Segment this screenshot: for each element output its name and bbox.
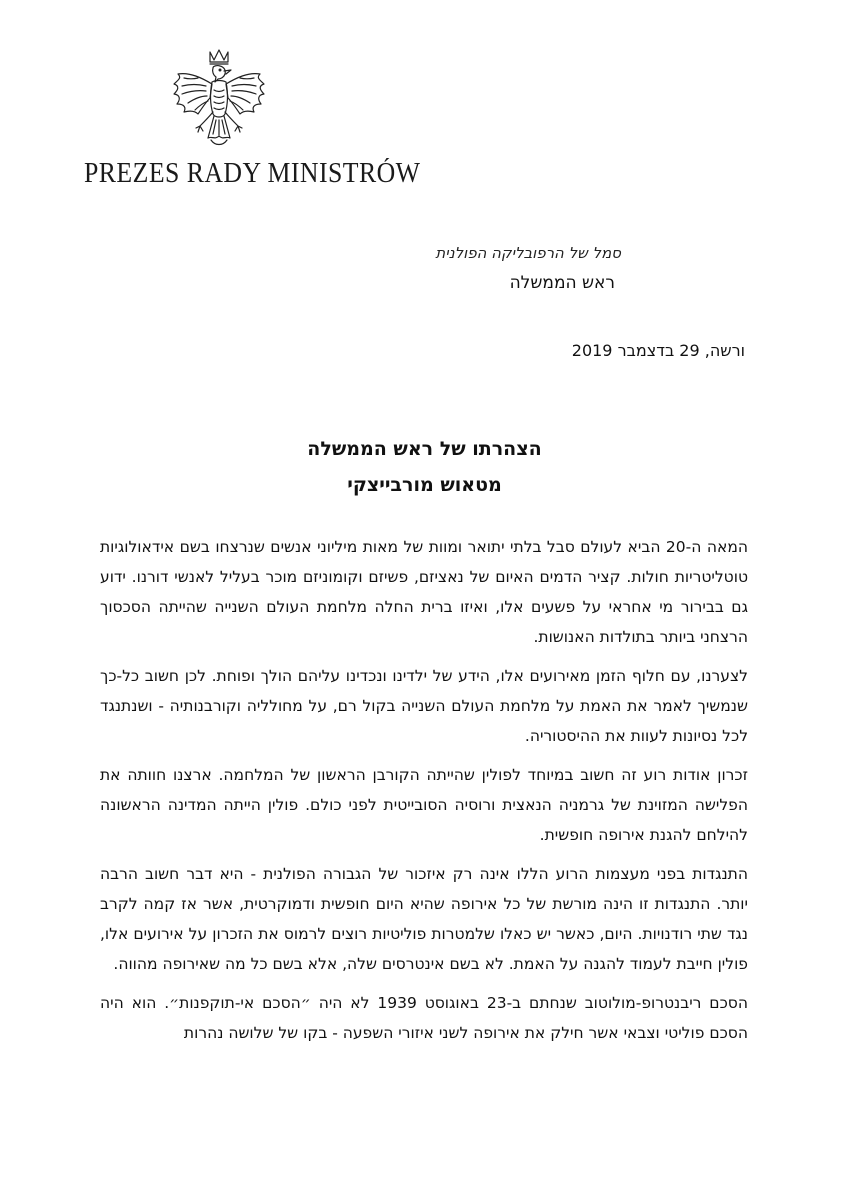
emblem-caption: סמל של הרפובליקה הפולנית — [435, 244, 621, 262]
paragraph: הסכם ריבנטרופ-מולוטוב שנחתם ב-23 באוגוסט 1939 לא היה ״הסכם אי-תוקפנות״. הוא היה הסכם פוליטי וצבאי אשר חילק את אירופה לשני איזורי השפעה - בקו של שלושה נהרות — [100, 994, 748, 1042]
statement-author: מטאוש מורבייצקי — [347, 474, 502, 496]
sender-role: ראש הממשלה — [509, 273, 615, 293]
paragraph: לצערנו, עם חלוף הזמן מאירועים אלו, הידע של ילדינו ונכדינו עליהם הולך ופוחת. לכן חשוב כל-כך שנמשיך לאמר את האמת על מלחמת העולם השנייה בקול רם, על מחולליה וקורבנותיה - ושנתנגד לכל נסיונות לעוות את ההיסטוריה. — [100, 667, 748, 745]
polish-eagle-emblem-icon — [168, 46, 270, 154]
paragraph: המאה ה-20 הביא לעולם סבל בלתי יתואר ומוות של מאות מיליוני אנשים שנרצחו בשם אידאולוגיות טוטליטריות חולות. קציר הדמים האיום של נאציזם, פשיזם וקומוניזם מוכר בעליל לאנשי דורנו. ידוע גם בבירור מי אחראי על פשעים אלו, ואיזו ברית החלה מלחמת העולם השנייה שהייתה הסכסוך הרצחני ביותר בתולדות האנושות. — [100, 538, 748, 646]
statement-title: הצהרתו של ראש הממשלה — [307, 438, 542, 460]
statement-body — [100, 532, 748, 1057]
paragraph: התנגדות בפני מעצמות הרוע הללו אינה רק איזכור של הגבורה הפולנית - היא דבר חשוב הרבה יותר. התנגדות זו הינה מורשת של כל אירופה שהיא היום חופשית ודמוקרטית, אשר אז קמה לקרב נגד שתי רודנויות. היום, כאשר יש כאלו שלמטרות פוליטיות רוצים לרמוס את הזכרון על אירועים אלו, פולין חייבת לעמוד להגנה על האמת. לא בשם אינטרסים שלה, אלא בשם כל מה שאירופה מהווה. — [100, 865, 748, 973]
paragraph: זכרון אודות רוע זה חשוב במיוחד לפולין שהייתה הקורבן הראשון של המלחמה. ארצנו חוותה את הפלישה המזוינת של גרמניה הנאצית ורוסיה הסובייטית לפני כולם. פולין הייתה המדינה הראשונה להילחם להגנת אירופה חופשית. — [100, 766, 748, 844]
dateline: ורשה, 29 בדצמבר 2019 — [571, 341, 745, 360]
office-title: PREZES RADY MINISTRÓW — [84, 158, 421, 189]
